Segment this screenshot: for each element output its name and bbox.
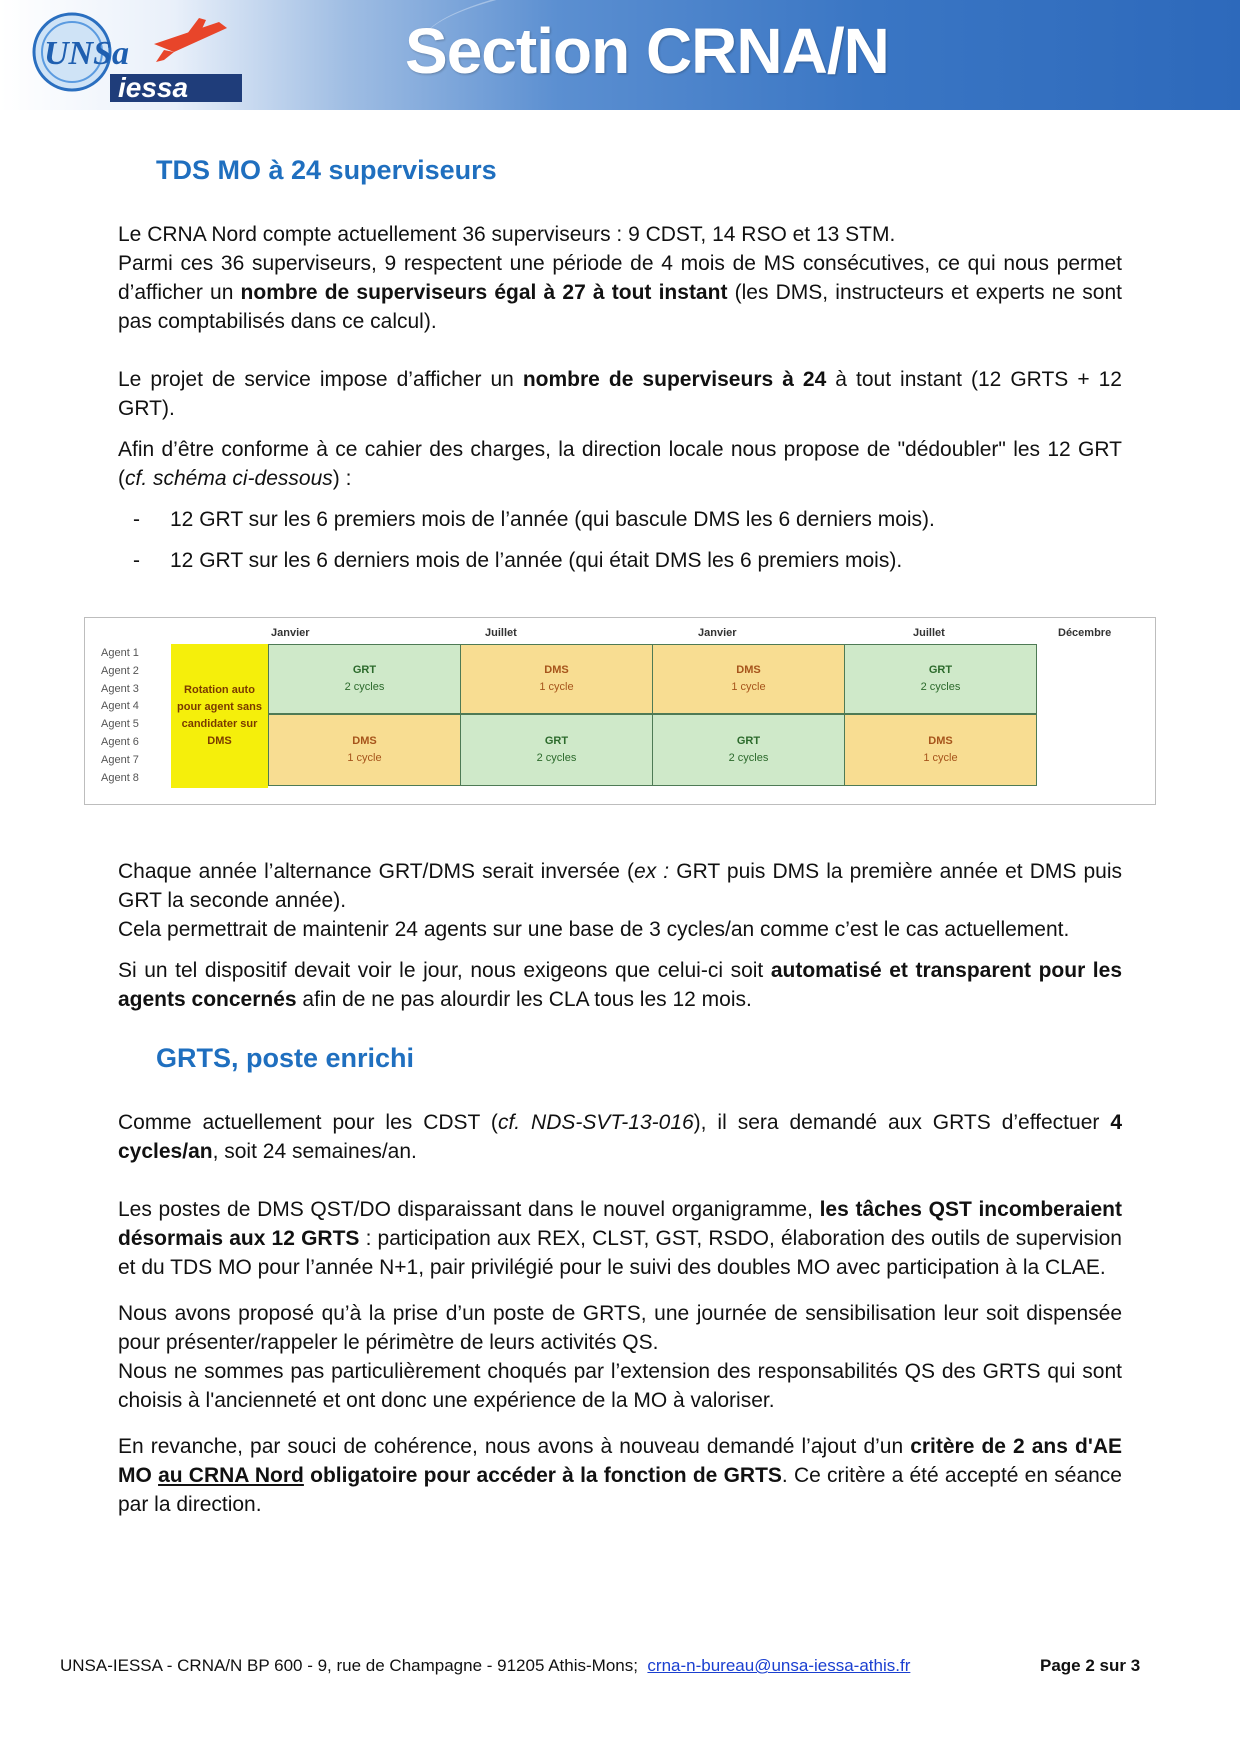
bullet-text: 12 GRT sur les 6 derniers mois de l’année (qui était DMS les 6 premiers mois).	[170, 549, 903, 572]
cell-cycles: 1 cycle	[539, 681, 574, 693]
agent-list	[101, 645, 171, 787]
cell-type: GRT	[928, 664, 953, 676]
rotation-label-line: candidater sur	[181, 718, 258, 730]
paragraph-grts-cycles	[118, 1108, 1122, 1166]
paragraph-qst-tasks	[118, 1195, 1122, 1282]
logo-iessa-text: iessa	[118, 72, 189, 103]
s2p4-bold1: critère de 2 ans d'AE MO	[118, 1435, 1122, 1487]
agent-label: Agent 4	[101, 700, 139, 713]
s2p4-start: En revanche, par souci de cohérence, nous avons à nouveau demandé l’ajout d’un	[118, 1435, 911, 1458]
p5-end: afin de ne pas alourdir les CLA tous les 12 mois.	[296, 988, 752, 1011]
bullet-dash: -	[133, 549, 140, 572]
paragraph-sensitization	[118, 1299, 1122, 1415]
agent-label: Agent 1	[101, 647, 139, 659]
p1-end: (les DMS, instructeurs et experts ne sont pas comptabilisés dans ce calcul).	[118, 281, 1122, 333]
page-number: Page 2 sur 3	[1040, 1656, 1141, 1675]
s2p4-end: . Ce critère a été accepté en séance par la direction.	[118, 1464, 1122, 1516]
bullet-dash: -	[133, 508, 140, 531]
schedule-cell-dms	[652, 644, 845, 714]
agent-label: Agent 5	[101, 718, 139, 731]
bullet-text: 12 GRT sur les 6 premiers mois de l’année (qui bascule DMS les 6 derniers mois).	[170, 508, 935, 531]
s2p1-italic: cf. NDS-SVT-13-016	[497, 1111, 694, 1134]
month-label: Janvier	[698, 627, 737, 639]
s2p4-bold2: obligatoire pour accéder à la fonction de GRTS	[303, 1464, 782, 1487]
schedule-cell-dms	[460, 644, 653, 714]
cell-cycles: 2 cycles	[920, 681, 961, 693]
p4-end: GRT puis DMS la première année et DMS puis GRT la seconde année).	[118, 860, 1122, 912]
section-heading-grts	[118, 1038, 1122, 1078]
cell-cycles: 1 cycle	[347, 752, 382, 764]
rotation-label-line: pour agent sans	[177, 701, 262, 713]
header-banner	[0, 0, 1240, 110]
p4-italic: ex :	[634, 860, 670, 883]
month-label: Juillet	[913, 627, 945, 639]
s2p3-line2: Nous ne sommes pas particulièrement choqués par l’extension des responsabilités QS des GRTS qui sont choisis à l'ancienneté et ont donc une expérience de la MO à valoriser.	[118, 1360, 1122, 1412]
month-label: Juillet	[485, 627, 517, 639]
s2p2-start: Les postes de DMS QST/DO disparaissant dans le nouvel organigramme,	[118, 1198, 820, 1221]
cell-type: GRT	[736, 735, 761, 747]
footer-address: UNSA-IESSA - CRNA/N BP 600 - 9, rue de Champagne - 91205 Athis-Mons;	[60, 1656, 638, 1675]
cell-type: GRT	[352, 664, 377, 676]
banner-title: Section CRNA/N	[405, 15, 889, 87]
schedule-cell-dms	[268, 714, 461, 786]
p3-end: ) :	[332, 467, 352, 490]
cell-type: GRT	[544, 735, 569, 747]
rotation-label-line: DMS	[207, 735, 232, 747]
rotation-label-line: Rotation auto	[184, 684, 255, 696]
p2-end: à tout instant (12 GRTS + 12 GRT).	[118, 368, 1122, 420]
logo-unsa-text: UNSa	[44, 35, 130, 72]
list-item	[118, 505, 1122, 534]
s2p1-bold: 4 cycles/an	[118, 1111, 1122, 1163]
schedule-diagram	[84, 617, 1156, 805]
schedule-cell-grt	[268, 644, 461, 714]
paragraph-criterion	[118, 1432, 1122, 1519]
s2p1-start: Comme actuellement pour les CDST (	[118, 1111, 498, 1134]
s2p1-mid: ), il sera demandé aux GRTS d’effectuer	[693, 1111, 1111, 1134]
p5-start: Si un tel dispositif devait voir le jour, nous exigeons que celui-ci soit	[118, 959, 771, 982]
section-heading-tds-text: TDS MO à 24 superviseurs	[156, 155, 497, 185]
schedule-cell-grt	[460, 714, 653, 786]
p1-bold: nombre de superviseurs égal à 27 à tout instant	[240, 281, 728, 304]
schedule-cell-grt	[652, 714, 845, 786]
s2p3-line1: Nous avons proposé qu’à la prise d’un poste de GRTS, une journée de sensibilisation leur soit dispensée pour présenter/rappeler le périmètre de leurs activités QS.	[118, 1302, 1122, 1354]
p2-bold: nombre de superviseurs à 24	[522, 368, 827, 391]
cell-cycles: 1 cycle	[731, 681, 766, 693]
cell-cycles: 2 cycles	[344, 681, 385, 693]
paragraph-conformity	[118, 435, 1122, 493]
cell-cycles: 1 cycle	[923, 752, 958, 764]
schedule-cell-dms	[844, 714, 1037, 786]
document-body	[118, 150, 1122, 1519]
cell-cycles: 2 cycles	[536, 752, 577, 764]
paragraph-demand	[118, 956, 1122, 1014]
s2p4-bold-underlined: au CRNA Nord	[158, 1464, 304, 1487]
rotation-auto-box	[171, 644, 268, 788]
agent-label: Agent 6	[101, 735, 139, 748]
agent-label: Agent 2	[101, 664, 139, 677]
p3-italic: cf. schéma ci-dessous	[125, 467, 333, 490]
month-label: Janvier	[271, 627, 310, 639]
s2p2-bold: les tâches QST incomberaient désormais aux 12 GRTS	[118, 1198, 1123, 1250]
s2p2-end: : participation aux REX, CLST, GST, RSDO, élaboration des outils de supervision et du TDS MO pour l’année N+1, pair privilégié pour le suivi des doubles MO avec participation à la CLAE.	[118, 1227, 1122, 1279]
list-item	[118, 546, 1122, 575]
p1-line1: Le CRNA Nord compte actuellement 36 superviseurs : 9 CDST, 14 RSO et 13 STM.	[118, 223, 896, 246]
p4-start: Chaque année l’alternance GRT/DMS serait inversée (	[118, 860, 635, 883]
month-label: Décembre	[1058, 627, 1112, 639]
agent-label: Agent 7	[101, 753, 139, 766]
paragraph-alternation	[118, 857, 1122, 944]
cell-type: DMS	[352, 735, 377, 747]
agent-label: Agent 3	[101, 682, 139, 695]
p4-line2: Cela permettrait de maintenir 24 agents sur une base de 3 cycles/an comme c’est le cas actuellement.	[118, 918, 1070, 941]
section-heading-grts-text: GRTS, poste enrichi	[156, 1043, 415, 1073]
page-footer	[60, 1656, 1160, 1676]
cell-type: DMS	[928, 735, 953, 747]
cell-type: DMS	[544, 664, 569, 676]
s2p1-end: , soit 24 semaines/an.	[212, 1140, 417, 1163]
p3-start: Afin d’être conforme à ce cahier des charges, la direction locale nous propose de "dédoubler" les 12 GRT (	[118, 438, 1122, 490]
p2-start: Le projet de service impose d’afficher un	[118, 368, 523, 391]
schedule-cell-grt	[844, 644, 1037, 714]
unsa-iessa-logo	[14, 8, 254, 104]
cell-type: DMS	[736, 664, 761, 676]
cell-cycles: 2 cycles	[728, 752, 769, 764]
grt-bullet-list	[118, 505, 1122, 575]
footer-email-link[interactable]: crna-n-bureau@unsa-iessa-athis.fr	[647, 1656, 911, 1675]
paragraph-supervisors-count	[118, 220, 1122, 336]
agent-label: Agent 8	[101, 771, 139, 784]
section-heading-tds	[118, 150, 1122, 190]
paragraph-project	[118, 365, 1122, 423]
p5-bold: automatisé et transparent pour les agents concernés	[118, 959, 1122, 1011]
p1-line2: Parmi ces 36 superviseurs, 9 respectent une période de 4 mois de MS consécutives, ce qui nous permet d’afficher un	[118, 252, 1122, 304]
